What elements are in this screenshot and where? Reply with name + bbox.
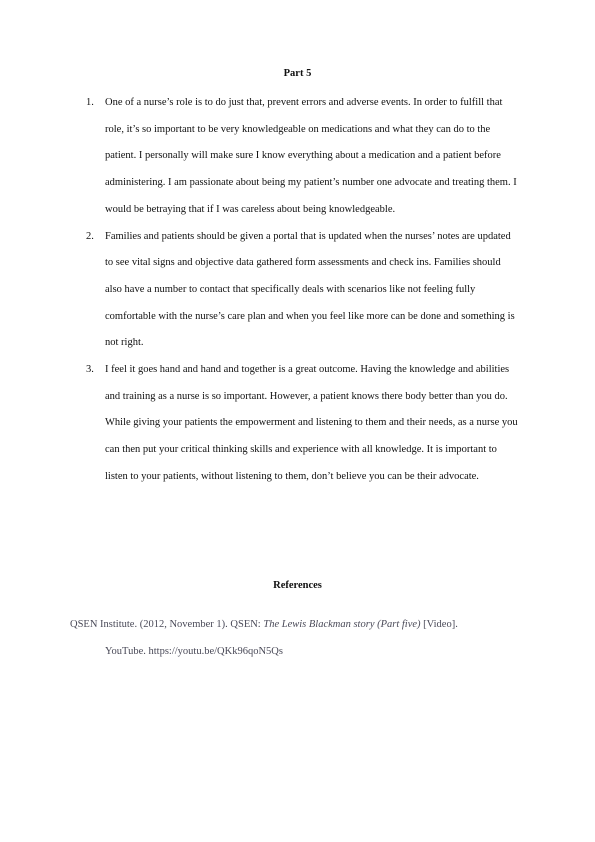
answer-list xyxy=(0,90,595,491)
list-item xyxy=(0,357,595,491)
list-item-number: 1. xyxy=(86,97,94,108)
reference-title: The Lewis Blackman story (Part five) xyxy=(263,619,421,630)
reference-suffix: [Video]. xyxy=(420,619,458,630)
list-item-text: Families and patients should be given a portal that is updated when the nurses’ notes are updated to see vital signs and objective data gathered form assessments and check ins. Families should also have a number to contact that specifically deals with scenarios like not feeling fully comfortable with the nurse’s care plan and when you feel like more can be done and something is not right. xyxy=(105,230,515,349)
references-heading: References xyxy=(273,580,322,591)
list-item xyxy=(0,224,595,358)
list-item-text: I feel it goes hand and hand and together is a great outcome. Having the knowledge and abilities and training as a nurse is so important. However, a patient knows there body better than you do. While giving your patients the empowerment and listening to them and their needs, as a nurse you can then put your critical thinking skills and experience with all knowledge. It is important to listen to your patients, without listening to them, don’t believe you can be their advocate. xyxy=(105,364,518,482)
list-item xyxy=(0,90,595,224)
part-heading: Part 5 xyxy=(283,68,312,79)
list-item-text: One of a nurse’s role is to do just that, prevent errors and adverse events. In order to fulfill that role, it’s so important to be very knowledgeable on medications and what they can do to the patient. I personally will make sure I know everything about a medication and a patient before administering. I am passionate about being my patient’s number one advocate and treating them. I would be betraying that if I was careless about being knowledgeable. xyxy=(105,97,517,215)
list-item-number: 3. xyxy=(86,364,94,376)
list-item-number: 2. xyxy=(86,230,94,242)
reference-prefix: QSEN Institute. (2012, November 1). QSEN: xyxy=(70,619,264,630)
reference-entry xyxy=(70,612,525,665)
reference-source: YouTube. https://youtu.be/QKk96qoN5Qs xyxy=(105,645,283,657)
